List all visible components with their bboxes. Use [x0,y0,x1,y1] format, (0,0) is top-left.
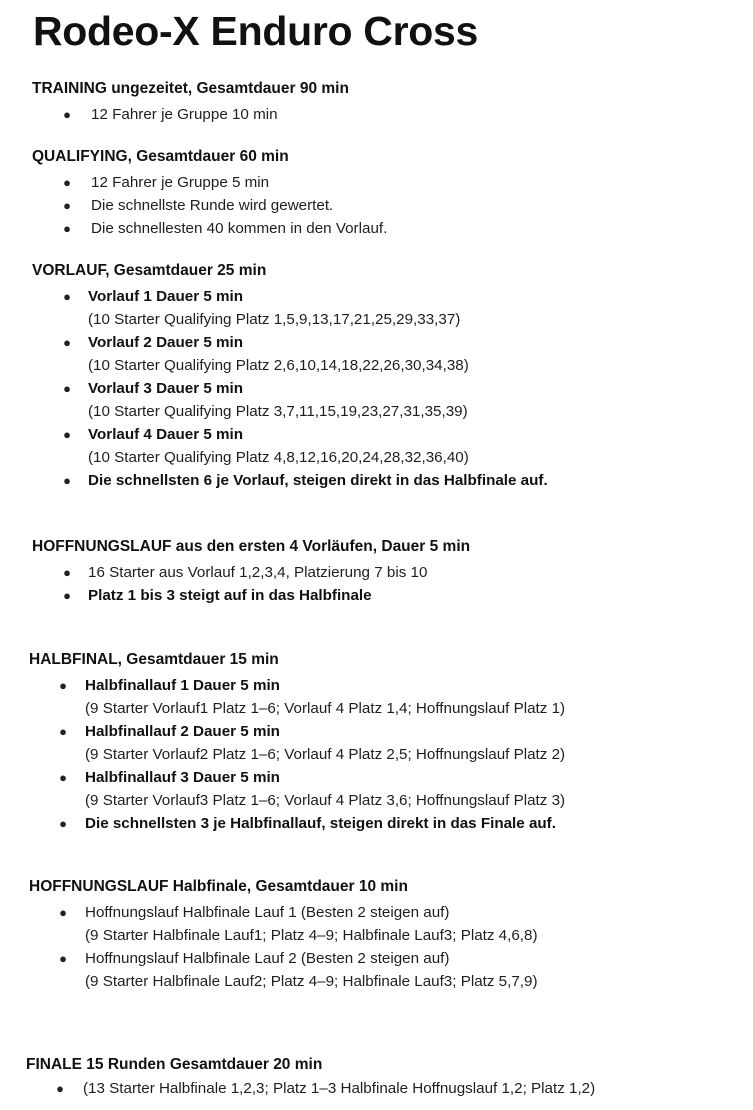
bullet-list [0,171,753,240]
list-item: ● Vorlauf 4 Dauer 5 min (10 Starter Qualifying Platz 4,8,12,16,20,24,28,32,36,40) [0,423,753,469]
list-item: ● 16 Starter aus Vorlauf 1,2,3,4, Platzierung 7 bis 10 [0,561,753,584]
list-item: ● 12 Fahrer je Gruppe 5 min [0,171,753,194]
bullet-icon: ● [63,198,71,213]
bullet-icon: ● [63,473,71,488]
list-item: ● Hoffnungslauf Halbfinale Lauf 2 (Besten 2 steigen auf) (9 Starter Halbfinale Lauf2; Platz 4–9; Halbfinale Lauf3; Platz 5,7,9) [0,947,753,993]
bullet-list [0,901,753,993]
list-item: ● Vorlauf 2 Dauer 5 min (10 Starter Qualifying Platz 2,6,10,14,18,22,26,30,34,38) [0,331,753,377]
section-heading: VORLAUF, Gesamtdauer 25 min [32,262,267,279]
list-item: ● Vorlauf 1 Dauer 5 min (10 Starter Qualifying Platz 1,5,9,13,17,21,25,29,33,37) [0,285,753,331]
list-item: ● Halbfinallauf 3 Dauer 5 min (9 Starter Vorlauf3 Platz 1–6; Vorlauf 4 Platz 3,6; Hoffnungslauf Platz 3) [0,766,753,812]
bullet-icon: ● [63,427,71,442]
bullet-icon: ● [56,1081,64,1096]
bullet-icon: ● [63,175,71,190]
bullet-icon: ● [59,905,67,920]
bullet-icon: ● [59,678,67,693]
section-heading: QUALIFYING, Gesamtdauer 60 min [32,148,289,165]
list-item: ● Die schnellesten 40 kommen in den Vorlauf. [0,217,753,240]
bullet-list [0,674,753,835]
bullet-icon: ● [63,335,71,350]
bullet-icon: ● [59,724,67,739]
list-item: ● Platz 1 bis 3 steigt auf in das Halbfinale [0,584,753,607]
list-item: ● Halbfinallauf 2 Dauer 5 min (9 Starter Vorlauf2 Platz 1–6; Vorlauf 4 Platz 2,5; Hoffnungslauf Platz 2) [0,720,753,766]
section-heading: TRAINING ungezeitet, Gesamtdauer 90 min [32,80,349,97]
list-item: ● Die schnellsten 3 je Halbfinallauf, steigen direkt in das Finale auf. [0,812,753,835]
bullet-icon: ● [63,381,71,396]
bullet-icon: ● [63,221,71,236]
bullet-list [0,285,753,492]
list-item: ● 12 Fahrer je Gruppe 10 min [0,103,753,126]
page-title: Rodeo-X Enduro Cross [33,8,479,54]
list-item: ● Vorlauf 3 Dauer 5 min (10 Starter Qualifying Platz 3,7,11,15,19,23,27,31,35,39) [0,377,753,423]
bullet-icon: ● [63,107,71,122]
bullet-list [0,103,753,126]
bullet-icon: ● [63,565,71,580]
list-item: ● Halbfinallauf 1 Dauer 5 min (9 Starter Vorlauf1 Platz 1–6; Vorlauf 4 Platz 1,4; Hoffnungslauf Platz 1) [0,674,753,720]
section-heading: HOFFNUNGSLAUF Halbfinale, Gesamtdauer 10 min [29,878,408,895]
section-heading: HALBFINAL, Gesamtdauer 15 min [29,651,279,668]
bullet-list [0,561,753,607]
list-item: ● (13 Starter Halbfinale 1,2,3; Platz 1–3 Halbfinale Hoffnugslauf 1,2; Platz 1,2) [0,1077,753,1100]
bullet-icon: ● [59,951,67,966]
list-item: ● Hoffnungslauf Halbfinale Lauf 1 (Besten 2 steigen auf) (9 Starter Halbfinale Lauf1; Platz 4–9; Halbfinale Lauf3; Platz 4,6,8) [0,901,753,947]
bullet-icon: ● [59,770,67,785]
section-heading: FINALE 15 Runden Gesamtdauer 20 min [26,1056,323,1073]
bullet-icon: ● [63,588,71,603]
section-heading: HOFFNUNGSLAUF aus den ersten 4 Vorläufen, Dauer 5 min [32,538,471,555]
bullet-icon: ● [63,289,71,304]
bullet-list [0,1077,753,1100]
list-item: ● Die schnellste Runde wird gewertet. [0,194,753,217]
list-item: ● Die schnellsten 6 je Vorlauf, steigen direkt in das Halbfinale auf. [0,469,753,492]
bullet-icon: ● [59,816,67,831]
